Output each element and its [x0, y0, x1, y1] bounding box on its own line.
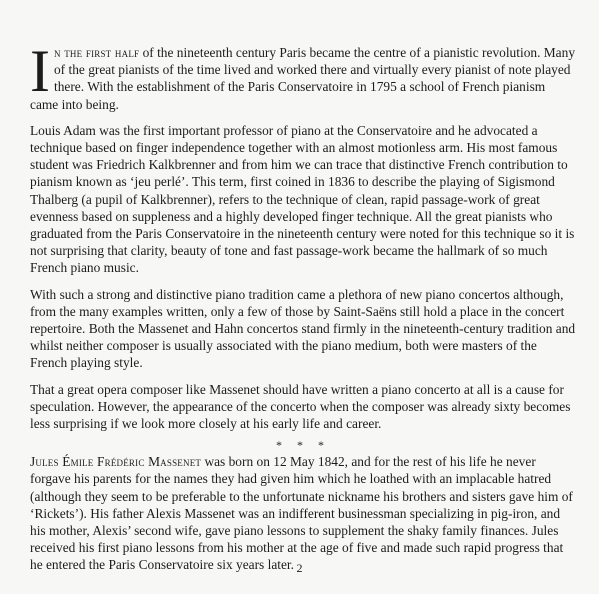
- paragraph-5-text: was born on 12 May 1842, and for the rest of his life he never forgave his parents for the names they had given him which he loathed with an implacable hatred (although they seem to be preferable to the unfortunate nickname his brothers and sisters gave him of ‘Rickets’). His father Alexis Massenet was an indifferent businessman specializing in pig-iron, and his mother, Alexis’ second wife, gave piano lessons to supplement the shaky family finances. Jules received his first piano lessons from his mother at the age of five and made such rapid progress that he entered the Paris Conservatoire six years later.: [30, 454, 573, 573]
- paragraph-1: [30, 38, 576, 113]
- paragraph-4: That a great opera composer like Massenet should have written a piano concerto at all is a cause for speculation. However, the appearance of the concerto when the composer was already sixty becomes less surprising if we look more closely at his early life and career.: [30, 381, 571, 432]
- paragraph-2: Louis Adam was the first important professor of piano at the Conservatoire and he advocated a technique based on finger independence together with an almost motionless arm. His most famous student was Friedrich Kalkbrenner and from him we can trace that distinctive French contribution to pianism known as ‘jeu perlé’. This term, first coined in 1836 to describe the playing of Sigismond Thalberg (a pupil of Kalkbrenner), refers to the technique of clean, rapid passage-work of great evenness based on suppleness and a highly developed finger technique. All the great pianists who graduated from the Paris Conservatoire in the nineteenth century were noted for this technique so it is not surprising that clarity, beauty of tone and fast passage-work became the hallmark of so much French piano music.: [30, 122, 575, 276]
- paragraph-1-text: of the nineteenth century Paris became the centre of a pianistic revolution. Many of the great pianists of the time lived and worked there and virtually every pianist of note played there. With the establishment of the Paris Conservatoire in 1795 a school of French pianism came into being.: [30, 45, 576, 112]
- paragraph-1-lead: n the first half: [53, 45, 140, 60]
- paragraph-5-lead: Jules Émile Frédéric Massenet: [30, 454, 202, 470]
- paragraph-3: With such a strong and distinctive piano tradition came a plethora of new piano concertos although, from the many examples written, only a few of those by Saint-Saëns still hold a place in the concert repertoire. Both the Massenet and Hahn concertos stand firmly in the nineteenth-century tradition and whilst neither composer is usually associated with the piano medium, both were masters of the French playing style.: [30, 286, 576, 371]
- paragraph-5: [30, 453, 576, 573]
- page-number: 2: [296, 561, 303, 575]
- section-separator: * * *: [276, 438, 330, 453]
- body-text: [30, 38, 576, 583]
- drop-cap: I: [30, 38, 50, 104]
